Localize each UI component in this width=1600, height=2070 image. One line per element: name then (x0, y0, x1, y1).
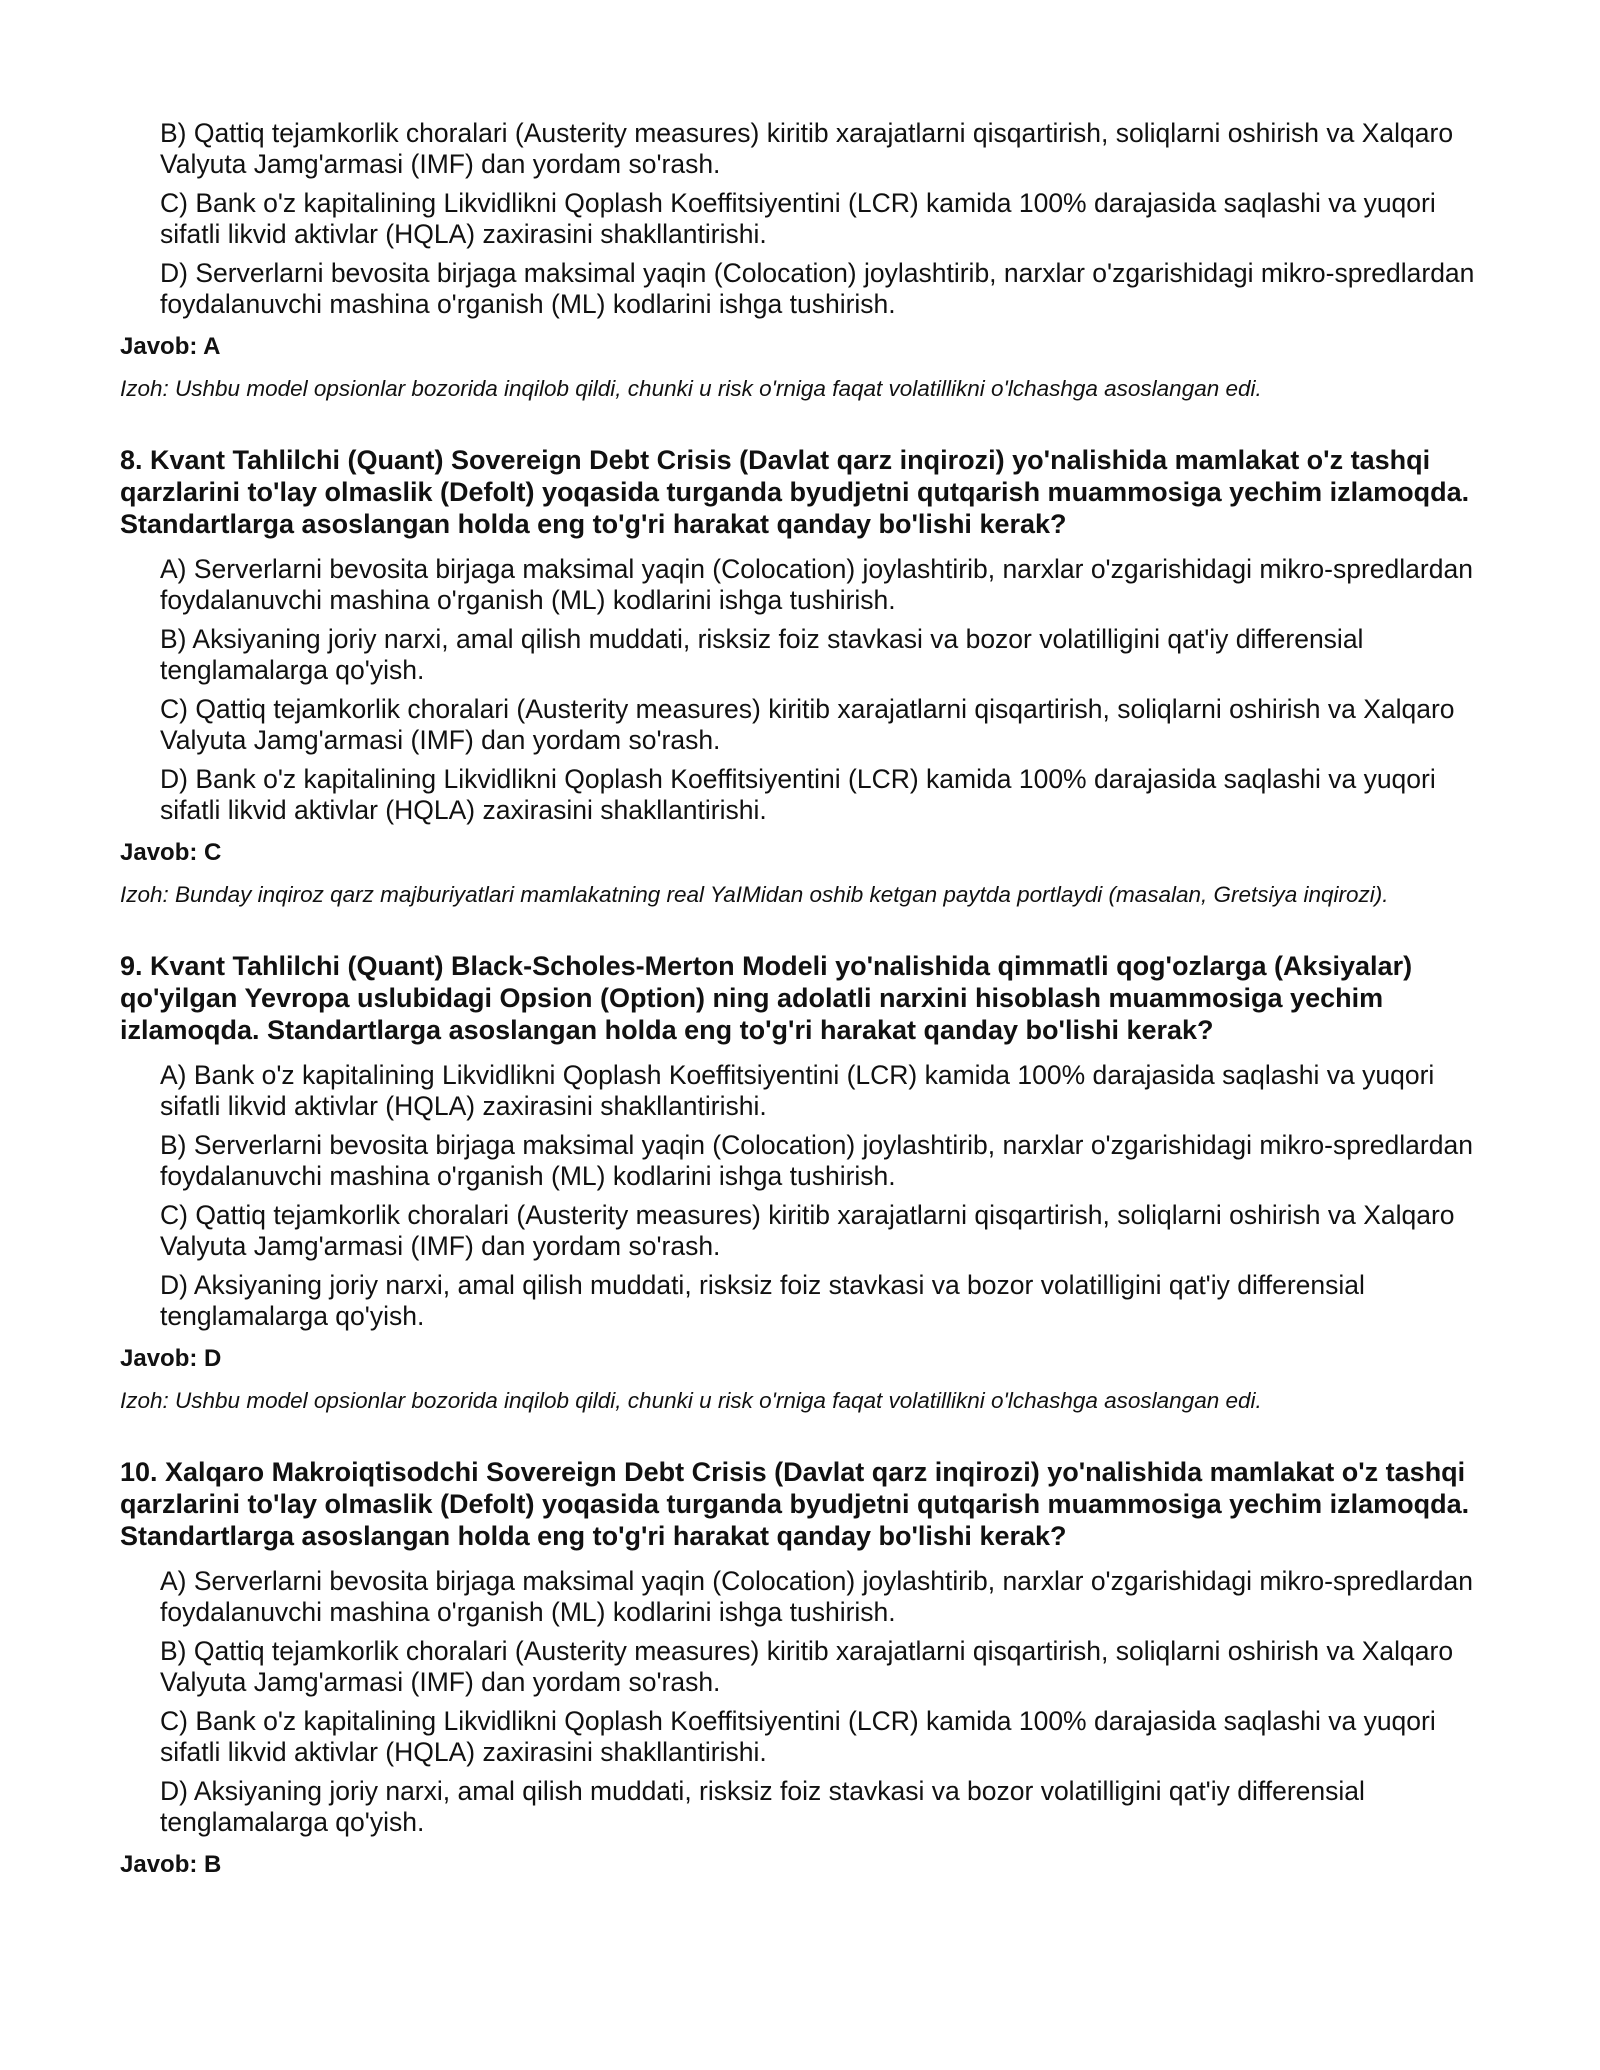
answer-label: Javob: A (120, 333, 221, 360)
question-block-9 (120, 950, 1480, 1416)
option-b: B) Qattiq tejamkorlik choralari (Austerity measures) kiritib xarajatlarni qisqartirish, soliqlarni oshirish va Xalqaro Valyuta Jamg'armasi (IMF) dan yordam so'rash. (160, 118, 1454, 179)
option-b: B) Serverlarni bevosita birjaga maksimal yaqin (Colocation) joylashtirib, narxlar o'zgarishidagi mikro-spredlardan foydalanuvchi mashina o'rganish (ML) kodlarini ishga tushirish. (160, 1130, 1473, 1191)
explanation-note: Izoh: Ushbu model opsionlar bozorida inqilob qildi, chunki u risk o'rniga faqat volatillikni o'lchashga asoslangan edi. (120, 1388, 1262, 1413)
option-d: D) Aksiyaning joriy narxi, amal qilish muddati, risksiz foiz stavkasi va bozor volatilligini qat'iy differensial tenglamalarga qo'yish. (160, 1776, 1365, 1837)
question-block-8 (120, 444, 1480, 910)
option-c: C) Qattiq tejamkorlik choralari (Austerity measures) kiritib xarajatlarni qisqartirish, soliqlarni oshirish va Xalqaro Valyuta Jamg'armasi (IMF) dan yordam so'rash. (160, 1200, 1455, 1261)
option-c: C) Bank o'z kapitalining Likvidlikni Qoplash Koeffitsiyentini (LCR) kamida 100% darajasida saqlashi va yuqori sifatli likvid aktivlar (HQLA) zaxirasini shakllantirishi. (160, 188, 1436, 249)
question-title: 9. Kvant Tahlilchi (Quant) Black-Scholes-Merton Modeli yo'nalishida qimmatli qog'ozlarga (Aksiyalar) qo'yilgan Yevropa uslubidagi Opsion (Option) ning adolatli narxini hisoblash muammosiga yechim izlamoqda. Standartlarga asoslangan holda eng to'g'ri harakat qanday bo'lishi kerak? (120, 951, 1413, 1045)
option-c: C) Bank o'z kapitalining Likvidlikni Qoplash Koeffitsiyentini (LCR) kamida 100% darajasida saqlashi va yuqori sifatli likvid aktivlar (HQLA) zaxirasini shakllantirishi. (160, 1706, 1436, 1767)
question-block-7-continued (120, 118, 1480, 404)
explanation-note: Izoh: Bunday inqiroz qarz majburiyatlari mamlakatning real YaIMidan oshib ketgan paytda portlaydi (masalan, Gretsiya inqirozi). (120, 882, 1389, 907)
option-c: C) Qattiq tejamkorlik choralari (Austerity measures) kiritib xarajatlarni qisqartirish, soliqlarni oshirish va Xalqaro Valyuta Jamg'armasi (IMF) dan yordam so'rash. (160, 694, 1455, 755)
question-title: 8. Kvant Tahlilchi (Quant) Sovereign Debt Crisis (Davlat qarz inqirozi) yo'nalishida mamlakat o'z tashqi qarzlarini to'lay olmaslik (Defolt) yoqasida turganda byudjetni qutqarish muammosiga yechim izlamoqda. Standartlarga asoslangan holda eng to'g'ri harakat qanday bo'lishi kerak? (120, 445, 1470, 539)
option-b: B) Aksiyaning joriy narxi, amal qilish muddati, risksiz foiz stavkasi va bozor volatilligini qat'iy differensial tenglamalarga qo'yish. (160, 624, 1364, 685)
explanation-note: Izoh: Ushbu model opsionlar bozorida inqilob qildi, chunki u risk o'rniga faqat volatillikni o'lchashga asoslangan edi. (120, 376, 1262, 401)
option-a: A) Serverlarni bevosita birjaga maksimal yaqin (Colocation) joylashtirib, narxlar o'zgarishidagi mikro-spredlardan foydalanuvchi mashina o'rganish (ML) kodlarini ishga tushirish. (160, 554, 1473, 615)
question-title: 10. Xalqaro Makroiqtisodchi Sovereign Debt Crisis (Davlat qarz inqirozi) yo'nalishida mamlakat o'z tashqi qarzlarini to'lay olmaslik (Defolt) yoqasida turganda byudjetni qutqarish muammosiga yechim izlamoqda. Standartlarga asoslangan holda eng to'g'ri harakat qanday bo'lishi kerak? (120, 1457, 1470, 1551)
option-b: B) Qattiq tejamkorlik choralari (Austerity measures) kiritib xarajatlarni qisqartirish, soliqlarni oshirish va Xalqaro Valyuta Jamg'armasi (IMF) dan yordam so'rash. (160, 1636, 1454, 1697)
answer-label: Javob: D (120, 1345, 222, 1372)
answer-label: Javob: C (120, 839, 222, 866)
option-d: D) Bank o'z kapitalining Likvidlikni Qoplash Koeffitsiyentini (LCR) kamida 100% darajasida saqlashi va yuqori sifatli likvid aktivlar (HQLA) zaxirasini shakllantirishi. (160, 764, 1436, 825)
question-block-10 (120, 1456, 1480, 1880)
option-a: A) Bank o'z kapitalining Likvidlikni Qoplash Koeffitsiyentini (LCR) kamida 100% darajasida saqlashi va yuqori sifatli likvid aktivlar (HQLA) zaxirasini shakllantirishi. (160, 1060, 1435, 1121)
answer-label: Javob: B (120, 1851, 222, 1878)
option-d: D) Aksiyaning joriy narxi, amal qilish muddati, risksiz foiz stavkasi va bozor volatilligini qat'iy differensial tenglamalarga qo'yish. (160, 1270, 1365, 1331)
option-a: A) Serverlarni bevosita birjaga maksimal yaqin (Colocation) joylashtirib, narxlar o'zgarishidagi mikro-spredlardan foydalanuvchi mashina o'rganish (ML) kodlarini ishga tushirish. (160, 1566, 1473, 1627)
option-d: D) Serverlarni bevosita birjaga maksimal yaqin (Colocation) joylashtirib, narxlar o'zgarishidagi mikro-spredlardan foydalanuvchi mashina o'rganish (ML) kodlarini ishga tushirish. (160, 258, 1475, 319)
